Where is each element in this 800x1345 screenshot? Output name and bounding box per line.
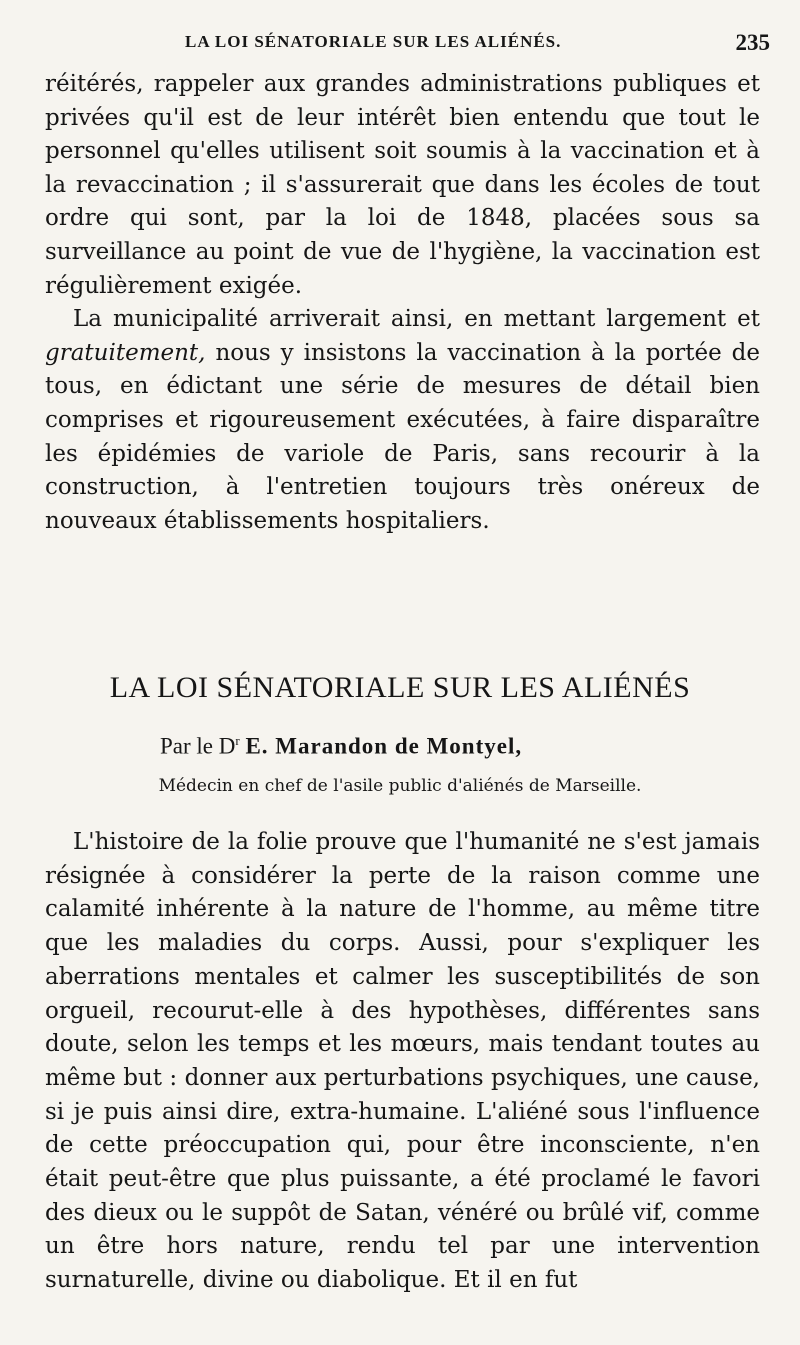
paragraph: L'histoire de la folie prouve que l'humanité ne s'est jamais résignée à considérer la perte de la raison comme une calamité inhérente à la nature de l'homme, au même titre que les maladies du corps. Aussi, pour s'expliquer les aberrations mentales et calmer les susceptibilités de son orgueil, recourut-elle à des hypothèses, différentes sans doute, selon les temps et les mœurs, mais tendant toutes au même but : donner aux perturbations psychiques, une cause, si je puis ainsi dire, extra-humaine. L'aliéné sous l'influence de cette préoccupation qui, pour être inconsciente, n'en était peut-être que plus puissante, a été proclamé le favori des dieux ou le suppôt de Satan, vénéré ou brûlé vif, comme un être hors nature, rendu tel par une intervention surnaturelle, divine ou diabolique. Et il en fut bbox=[45, 829, 760, 1294]
author-name: E. Marandon de Montyel, bbox=[245, 733, 523, 759]
running-title: LA LOI SÉNATORIALE SUR LES ALIÉNÉS. bbox=[185, 32, 562, 51]
running-head bbox=[45, 30, 770, 56]
author-affiliation: Médecin en chef de l'asile public d'aliénés de Marseille. bbox=[158, 776, 642, 796]
byline-prefix: Par le D bbox=[160, 733, 236, 759]
byline-superscript: r bbox=[235, 733, 240, 748]
page-number: 235 bbox=[735, 30, 770, 55]
paragraph-text: La municipalité arriverait ainsi, en mettant largement et bbox=[73, 306, 760, 333]
section-previous-article bbox=[45, 68, 760, 538]
paragraph-text: nous y insistons la vaccination à la portée de tous, en édictant une série de mesures de détail bien comprises et rigoureusement exécutées, à faire disparaître les épidémies de variole de Paris, sans recourir à la construction, à l'entretien toujours très onéreux de nouveaux établissements hospitaliers. bbox=[45, 339, 761, 534]
paragraph bbox=[45, 303, 760, 538]
byline bbox=[160, 733, 522, 760]
emphasis-text: gratuitement, bbox=[45, 339, 206, 366]
article-body bbox=[45, 826, 760, 1298]
paragraph: réitérés, rappeler aux grandes administrations publiques et privées qu'il est de leur intérêt bien entendu que tout le personnel qu'elles utilisent soit soumis à la vaccination et à la revaccination ; il s'assurerait que dans les écoles de tout ordre qui sont, par la loi de 1848, placées sous sa surveillance au point de vue de l'hygiène, la vaccination est régulièrement exigée. bbox=[45, 71, 760, 299]
article-title: LA LOI SÉNATORIALE SUR LES ALIÉNÉS bbox=[109, 671, 691, 704]
